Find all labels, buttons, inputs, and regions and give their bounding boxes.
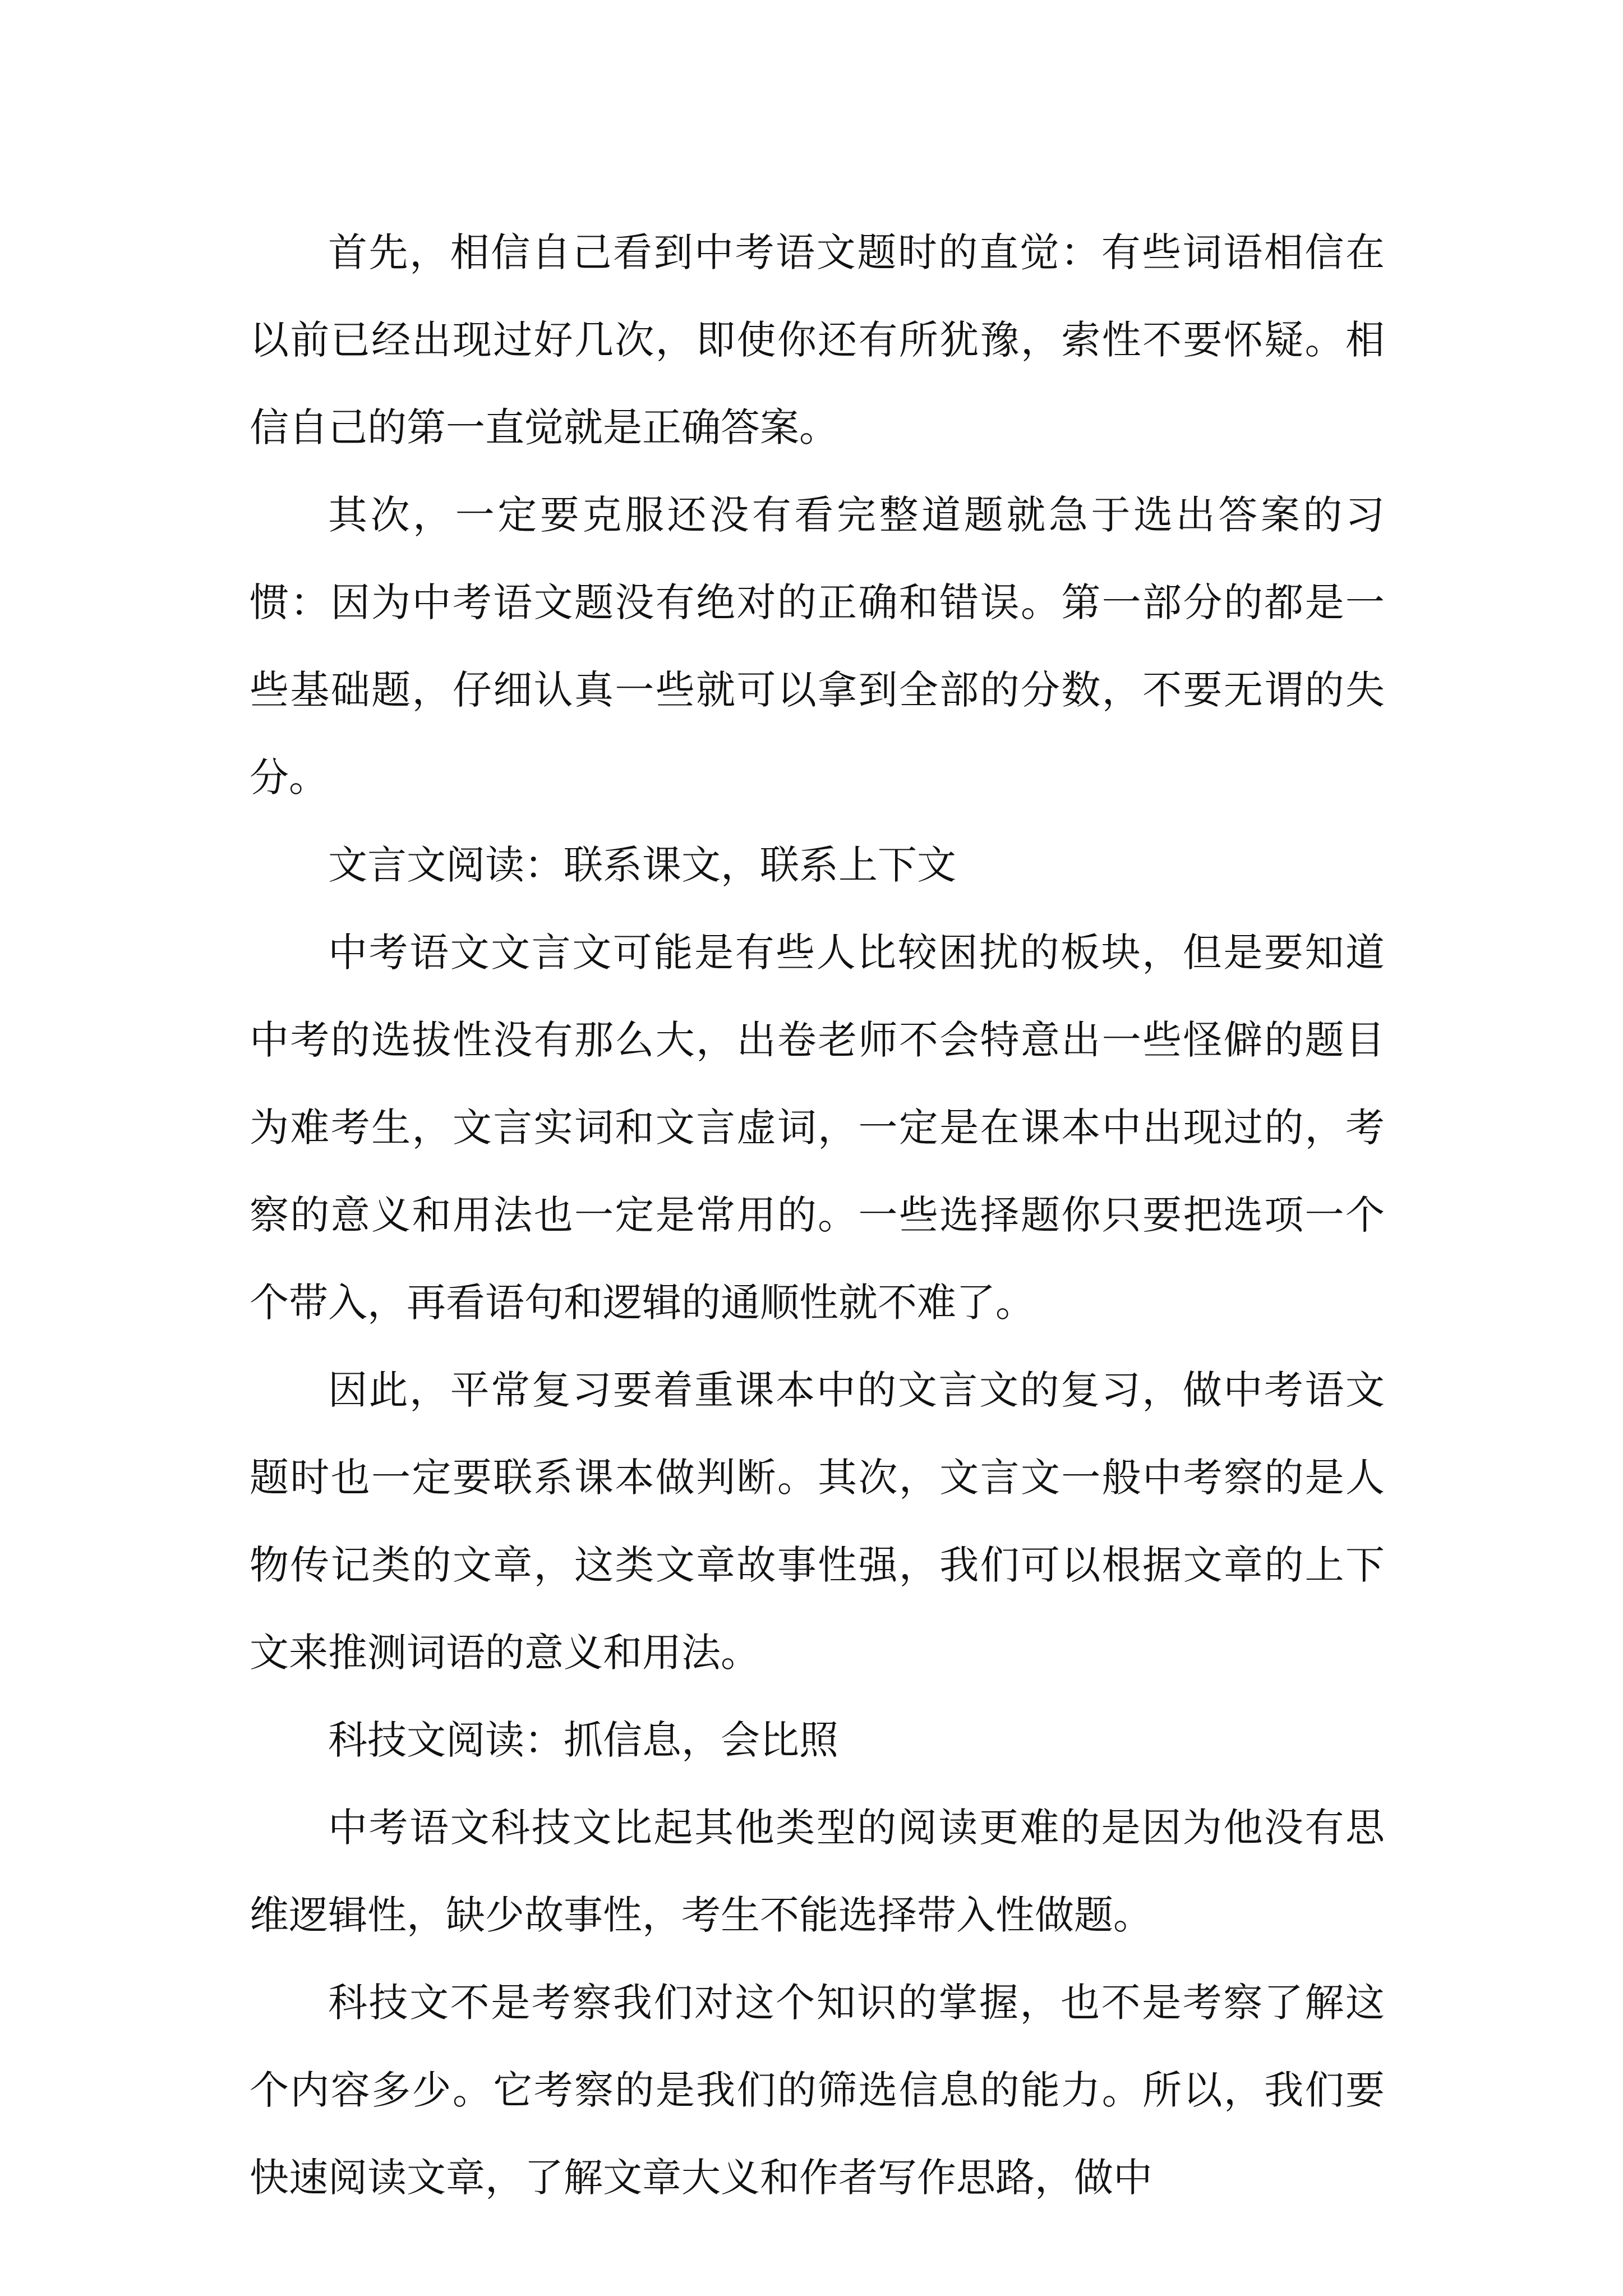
paragraph-classical-chinese: 中考语文文言文可能是有些人比较困扰的板块，但是要知道中考的选拔性没有那么大，出卷老师不会特意出一些怪僻的题目为难考生，文言实词和文言虚词，一定是在课本中出现过的，考察的意义和用法也一定是常用的。一些选择题你只要把选项一个个带入，再看语句和逻辑的通顺性就不难了。 (250, 930, 1385, 1326)
paragraph-intuition: 首先，相信自己看到中考语文题时的直觉：有些词语相信在以前已经出现过好几次，即使你还有所犹豫，索性不要怀疑。相信自己的第一直觉就是正确答案。 (250, 229, 1385, 450)
paragraph-read-whole-question: 其次，一定要克服还没有看完整道题就急于选出答案的习惯：因为中考语文题没有绝对的正确和错误。第一部分的都是一些基础题，仔细认真一些就可以拿到全部的分数，不要无谓的失分。 (250, 492, 1385, 800)
heading-science-reading: 科技文阅读：抓信息，会比照 (328, 1717, 838, 1763)
body-text (250, 209, 1385, 2221)
paragraph-review-textbook: 因此，平常复习要着重课本中的文言文的复习，做中考语文题时也一定要联系课本做判断。其次，文言文一般中考察的是人物传记类的文章，这类文章故事性强，我们可以根据文章的上下文来推测词语的意义和用法。 (250, 1367, 1385, 1676)
heading-classical-chinese: 文言文阅读：联系课文，联系上下文 (328, 842, 956, 888)
paragraph-science-difficulty: 中考语文科技文比起其他类型的阅读更难的是因为他没有思维逻辑性，缺少故事性，考生不能选择带入性做题。 (250, 1805, 1385, 1938)
paragraph-science-skills: 科技文不是考察我们对这个知识的掌握，也不是考察了解这个内容多少。它考察的是我们的筛选信息的能力。所以，我们要快速阅读文章，了解文章大义和作者写作思路，做中 (250, 1980, 1385, 2201)
